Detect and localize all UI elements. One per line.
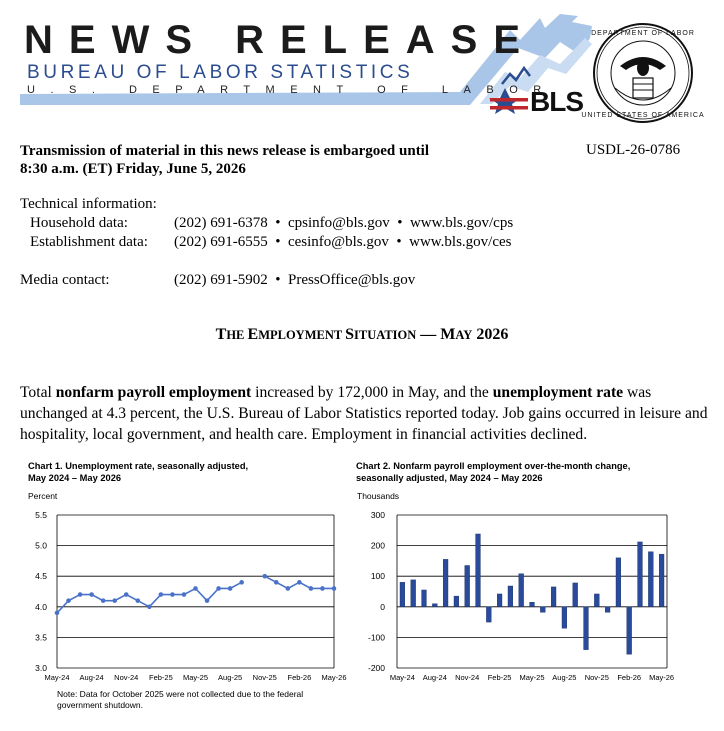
chart1-data-point <box>239 580 244 585</box>
release-title: THE EMPLOYMENT SITUATION — MAY 2026 <box>215 326 509 343</box>
chart1-data-point <box>274 580 279 585</box>
chart1-data-point <box>216 586 221 591</box>
chart1-x-tick-label: May-24 <box>44 673 70 682</box>
chart2-y-tick-label: -200 <box>367 663 385 673</box>
chart1-data-point <box>262 574 267 579</box>
chart2-bar <box>573 583 578 607</box>
media-contact-label: Media contact: <box>20 272 110 288</box>
chart1-data-point <box>147 605 152 610</box>
news-release-header <box>0 0 724 125</box>
chart2-bar <box>540 607 545 613</box>
embargo-line-1: Transmission of material in this news release is embargoed until <box>20 143 430 159</box>
chart2-bar <box>454 596 459 607</box>
technical-info-heading: Technical information: <box>20 196 157 212</box>
payroll-change-chart <box>355 505 695 690</box>
chart1-data-point <box>286 586 291 591</box>
chart1-data-point <box>182 592 187 597</box>
chart1-x-tick-label: Nov-24 <box>114 673 139 682</box>
chart2-y-tick-label: 100 <box>370 571 385 582</box>
chart1-y-tick-label: 4.5 <box>35 571 47 582</box>
chart2-bar <box>476 534 481 607</box>
chart1-x-tick-label: Aug-25 <box>218 673 243 682</box>
chart2-bar <box>411 580 416 607</box>
chart1-x-tick-label: May-26 <box>321 673 347 682</box>
household-contact: (202) 691-6378 • cpsinfo@bls.gov • www.bls.gov/cps <box>174 215 514 231</box>
media-contact-info: (202) 691-5902 • PressOffice@bls.gov <box>174 272 416 288</box>
embargo-line-2: 8:30 a.m. (ET) Friday, June 5, 2026 <box>20 161 246 177</box>
release-number: USDL-26-0786 <box>586 142 681 158</box>
chart1-data-point <box>193 586 198 591</box>
summary-paragraph: Total nonfarm payroll employment increased by 172,000 in May, and the unemployment rate was unchanged at 4.3 percent, the U.S. Bureau of Labor Statistics reported today. Job gains occurred in leisure and hospitality, local government, and health care. Employment in financial activities declined. <box>20 384 708 443</box>
chart2-y-unit: Thousands <box>357 491 400 501</box>
chart2-y-tick-label: 0 <box>380 601 385 612</box>
chart1-x-tick-label: Feb-26 <box>287 673 312 682</box>
chart2-y-tick-label: -100 <box>367 632 385 643</box>
chart2-bar <box>443 559 448 606</box>
nonfarm-payroll-term: nonfarm payroll employment <box>55 384 252 401</box>
chart1-note: Note: Data for October 2025 were not collected due to the federal government shutdown. <box>57 689 304 710</box>
chart1-y-tick-label: 4.0 <box>35 601 47 612</box>
chart1-data-point <box>112 598 117 603</box>
unemployment-rate-chart <box>20 505 370 690</box>
chart1-data-point <box>78 592 83 597</box>
chart2-bar <box>465 565 470 606</box>
chart2-bar <box>422 590 427 607</box>
chart1-y-tick-label: 3.0 <box>35 663 47 673</box>
chart2-bar <box>519 574 524 607</box>
chart2-bar <box>497 594 502 607</box>
establishment-label: Establishment data: <box>30 234 148 250</box>
chart2-x-tick-label: Aug-24 <box>422 673 447 682</box>
chart2-x-tick-label: Feb-26 <box>617 673 642 682</box>
chart2-x-tick-label: Nov-25 <box>584 673 609 682</box>
chart2-y-tick-label: 300 <box>370 510 385 520</box>
chart1-data-point <box>297 580 302 585</box>
unemployment-rate-term: unemployment rate <box>492 384 624 401</box>
household-label: Household data: <box>30 215 128 231</box>
chart1-title: Chart 1. Unemployment rate, seasonally adjusted, May 2024 – May 2026 <box>28 461 249 483</box>
chart2-x-tick-label: Feb-25 <box>487 673 512 682</box>
embargo-notice <box>20 142 490 178</box>
chart2-bar <box>562 607 567 628</box>
chart2-bar <box>432 604 437 607</box>
chart1-data-point <box>332 586 337 591</box>
chart1-x-tick-label: Feb-25 <box>148 673 173 682</box>
chart2-bar <box>584 607 589 650</box>
chart2-bar <box>486 607 491 622</box>
chart2-bar <box>638 542 643 607</box>
department-seal-icon <box>581 24 704 122</box>
chart2-bar <box>648 552 653 607</box>
bls-logo-text: BLS <box>530 86 583 117</box>
chart1-data-point <box>124 592 129 597</box>
svg-text:UNITED STATES OF AMERICA: UNITED STATES OF AMERICA <box>581 112 705 119</box>
chart2-y-tick-label: 200 <box>370 540 385 551</box>
chart2-x-tick-label: Aug-25 <box>552 673 577 682</box>
department-name: U.S. DEPARTMENT OF LABOR <box>27 84 557 96</box>
bureau-name: BUREAU OF LABOR STATISTICS <box>27 62 414 83</box>
chart1-y-tick-label: 5.5 <box>35 510 47 520</box>
chart2-bar <box>659 554 664 607</box>
chart1-data-point <box>228 586 233 591</box>
svg-text:DEPARTMENT OF LABOR: DEPARTMENT OF LABOR <box>591 30 695 37</box>
news-release-title: NEWS RELEASE <box>24 18 537 62</box>
chart2-bar <box>400 582 405 606</box>
chart1-data-point <box>159 592 164 597</box>
chart1-data-point <box>320 586 325 591</box>
chart1-x-tick-label: Aug-24 <box>79 673 104 682</box>
chart2-bar <box>605 607 610 613</box>
chart2-bar <box>530 602 535 607</box>
chart1-x-tick-label: May-25 <box>182 673 209 682</box>
chart1-y-tick-label: 3.5 <box>35 632 47 643</box>
chart1-x-tick-label: Nov-25 <box>252 673 277 682</box>
chart1-data-point <box>66 598 71 603</box>
establishment-contact: (202) 691-6555 • cesinfo@bls.gov • www.bls.gov/ces <box>174 234 512 250</box>
chart1-data-point <box>55 611 60 616</box>
chart1-data-point <box>101 598 106 603</box>
chart1-data-point <box>170 592 175 597</box>
chart1-data-point <box>135 598 140 603</box>
chart2-bar <box>594 594 599 607</box>
chart1-data-point <box>89 592 94 597</box>
chart2-bar <box>627 607 632 654</box>
chart1-y-tick-label: 5.0 <box>35 540 47 551</box>
chart2-x-tick-label: May-24 <box>389 673 415 682</box>
chart2-bar <box>551 587 556 607</box>
chart1-data-point <box>309 586 314 591</box>
chart1-data-point <box>205 598 210 603</box>
chart2-x-tick-label: May-26 <box>649 673 675 682</box>
chart2-bar <box>508 586 513 607</box>
chart2-title: Chart 2. Nonfarm payroll employment over-the-month change, seasonally adjusted, May 2024 – May 2026 <box>356 461 631 483</box>
chart2-x-tick-label: May-25 <box>519 673 545 682</box>
chart1-y-unit: Percent <box>28 491 58 501</box>
chart2-x-tick-label: Nov-24 <box>455 673 480 682</box>
chart2-bar <box>616 558 621 607</box>
